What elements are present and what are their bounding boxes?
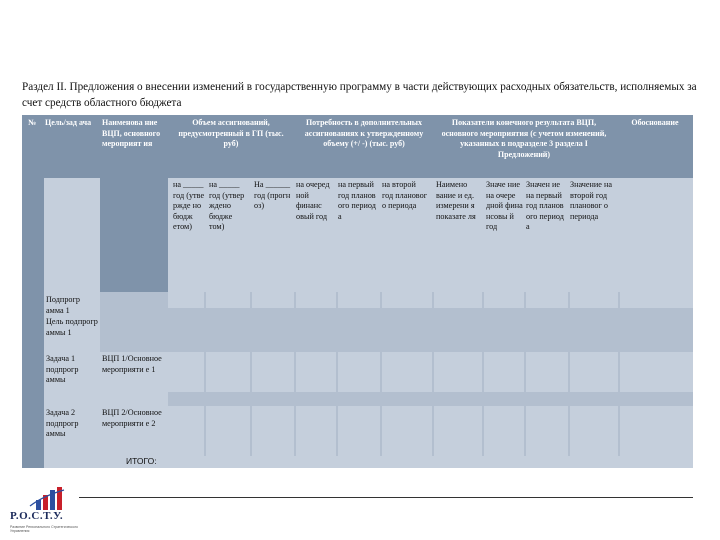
grid-cell (620, 292, 693, 308)
grid-cell (484, 352, 524, 392)
grid-cell (526, 292, 568, 308)
footer-divider (79, 497, 693, 498)
row-task-2-program: ВЦП 2/Основное мероприяти е 2 (102, 408, 162, 428)
grid-cell (338, 292, 380, 308)
grid-cell (168, 352, 204, 392)
grid-cell (168, 292, 204, 308)
grid-cell (382, 352, 432, 392)
header-allocations: Объем ассигнований, предусмотренный в ГП (тыс. руб) (178, 118, 284, 148)
row-subprogram: Подпрогр амма 1 (46, 295, 80, 315)
header-justification: Обоснование (631, 118, 679, 127)
grid-cell (526, 352, 568, 392)
subheader-need-3: на второй год плановог о периода (382, 180, 428, 211)
logo-text: Р.О.С.Т.У. (10, 510, 64, 522)
total-label: ИТОГО: (126, 456, 157, 466)
section-title: Раздел II. Предложения о внесении изменений в государственную программу в части действующих расходных обязательств, исполняемых за счет средств областного бюджета (22, 81, 697, 109)
grid-cell (338, 406, 380, 456)
subheader-ind-3: Значен ие на первый год планов ого период а (526, 180, 564, 232)
logo-subtitle: Развитие Регионального Стратегического Управления (10, 525, 78, 533)
row-task-2: Задача 2 подпрогр аммы (46, 408, 79, 439)
bar-chart-icon (8, 486, 84, 512)
grid-cell (252, 352, 294, 392)
subheader-alloc-2: на _____ год (утвер ждено бюдже том) (209, 180, 245, 232)
grid-cell (570, 352, 618, 392)
grid-cell (296, 292, 336, 308)
row-subprogram-goal: Цель подпрогр аммы 1 (46, 317, 98, 337)
grid-cell (570, 292, 618, 308)
grid-cell (434, 352, 482, 392)
grid-cell (252, 406, 294, 456)
subheader-need-1: на очеред ной финанс овый год (296, 180, 330, 221)
subheader-ind-4: Значение на второй год плановог о периода (570, 180, 613, 221)
subheader-need-2: на первый год планов ого период а (338, 180, 376, 221)
grid-cell (484, 292, 524, 308)
grid-cell (570, 406, 618, 456)
grid-cell (434, 292, 482, 308)
grid-cell (252, 292, 294, 308)
header-num: № (28, 118, 37, 127)
header-need: Потребность в дополнительных ассигнованиях к утвержденному объему (+/ -) (тыс. руб) (304, 118, 424, 148)
proposals-table (22, 115, 693, 468)
col-num-header (22, 115, 44, 468)
subheader-ind-1: Наимено вание и ед. измерени я показате ля (436, 180, 476, 221)
row-task-1: Задача 1 подпрогр аммы (46, 354, 79, 385)
grid-cell (382, 406, 432, 456)
subheader-alloc-3: На ______ год (прогн оз) (254, 180, 291, 211)
subheader-ind-2: Значе ние на очере дной фина нсовы й год (486, 180, 523, 232)
grid-cell (620, 406, 693, 456)
grid-cell (338, 352, 380, 392)
grid-cell (168, 406, 204, 456)
subheader-alloc-1: на _____ год (утве ржде но бюдж етом) (173, 180, 205, 232)
grid-cell (434, 406, 482, 456)
header-name: Наименова ние ВЦП, основного мероприят ия (102, 118, 161, 148)
row-task-1-program: ВЦП 1/Основное мероприяти е 1 (102, 354, 162, 374)
grid-cell (620, 352, 693, 392)
grid-cell (526, 406, 568, 456)
grid-cell (206, 406, 250, 456)
grid-cell (484, 406, 524, 456)
header-indicators: Показатели конечного результата ВЦП, основного мероприятия (с учетом изменений, указанных в подразделе 3 раздела I Предложений) (441, 118, 607, 159)
header-goal: Цель/зад ача (45, 118, 92, 127)
grid-cell (206, 292, 250, 308)
grid-cell (206, 352, 250, 392)
grid-cell (296, 352, 336, 392)
grid-cell (382, 292, 432, 308)
grid-cell (296, 406, 336, 456)
goal-col-subheader (44, 178, 100, 292)
